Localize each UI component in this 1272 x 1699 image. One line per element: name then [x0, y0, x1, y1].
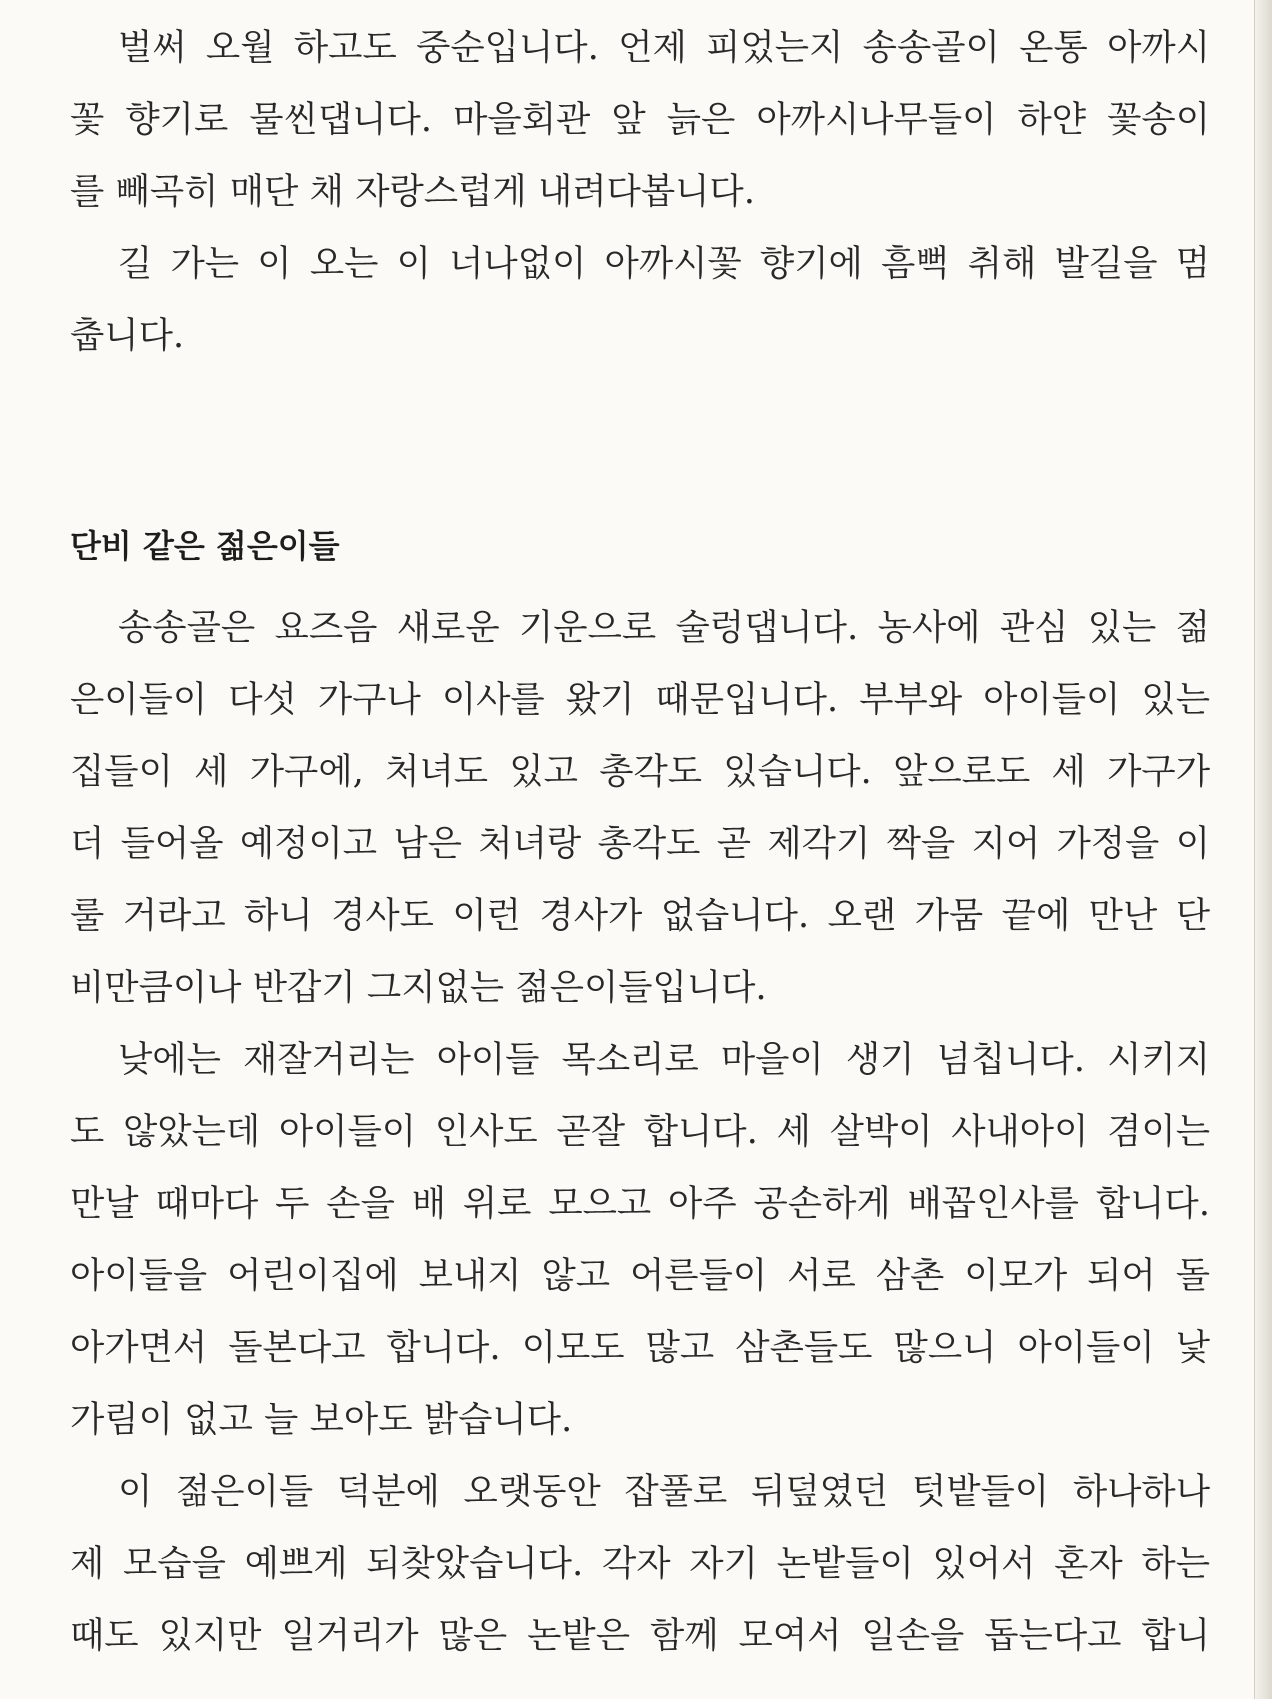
section-heading: 단비 같은 젊은이들 [70, 527, 340, 565]
paragraph-4-line-4: 아이들을 어린이집에 보내지 않고 어른들이 서로 삼촌 이모가 되어 돌 [70, 1255, 1210, 1296]
paragraph-5-line-3: 때도 있지만 일거리가 많은 논밭은 함께 모여서 일손을 돕는다고 합니 [70, 1615, 1210, 1656]
paragraph-3-line-2: 은이들이 다섯 가구나 이사를 왔기 때문입니다. 부부와 아이들이 있는 [70, 679, 1210, 720]
paragraph-3-line-4: 더 들어올 예정이고 남은 처녀랑 총각도 곧 제각기 짝을 지어 가정을 이 [70, 823, 1210, 864]
paragraph-2-line-2: 춥니다. [70, 315, 185, 356]
paragraph-4-line-6: 가림이 없고 늘 보아도 밝습니다. [70, 1399, 573, 1440]
paragraph-3-line-1: 송송골은 요즈음 새로운 기운으로 술렁댑니다. 농사에 관심 있는 젊 [118, 607, 1210, 648]
paragraph-1-line-1: 벌써 오월 하고도 중순입니다. 언제 피었는지 송송골이 온통 아까시 [118, 27, 1210, 68]
paragraph-4-line-1: 낮에는 재잘거리는 아이들 목소리로 마을이 생기 넘칩니다. 시키지 [118, 1039, 1210, 1080]
paragraph-5-line-1: 이 젊은이들 덕분에 오랫동안 잡풀로 뒤덮였던 텃밭들이 하나하나 [118, 1471, 1210, 1512]
page-edge [1254, 0, 1272, 1699]
paragraph-5-line-2: 제 모습을 예쁘게 되찾았습니다. 각자 자기 논밭들이 있어서 혼자 하는 [70, 1543, 1210, 1584]
paragraph-3-line-3: 집들이 세 가구에, 처녀도 있고 총각도 있습니다. 앞으로도 세 가구가 [70, 751, 1210, 792]
paragraph-3-line-6: 비만큼이나 반갑기 그지없는 젊은이들입니다. [70, 967, 767, 1008]
paragraph-2-line-1: 길 가는 이 오는 이 너나없이 아까시꽃 향기에 흠뻑 취해 발길을 멈 [118, 243, 1210, 284]
paragraph-1-line-3: 를 빼곡히 매단 채 자랑스럽게 내려다봅니다. [70, 171, 755, 212]
paragraph-4-line-2: 도 않았는데 아이들이 인사도 곧잘 합니다. 세 살박이 사내아이 겸이는 [70, 1111, 1210, 1152]
paragraph-4-line-3: 만날 때마다 두 손을 배 위로 모으고 아주 공손하게 배꼽인사를 합니다. [70, 1183, 1210, 1224]
paragraph-3-line-5: 룰 거라고 하니 경사도 이런 경사가 없습니다. 오랜 가뭄 끝에 만난 단 [70, 895, 1210, 936]
paragraph-4-line-5: 아가면서 돌본다고 합니다. 이모도 많고 삼촌들도 많으니 아이들이 낯 [70, 1327, 1210, 1368]
paragraph-1-line-2: 꽃 향기로 물씬댑니다. 마을회관 앞 늙은 아까시나무들이 하얀 꽃송이 [70, 99, 1210, 140]
